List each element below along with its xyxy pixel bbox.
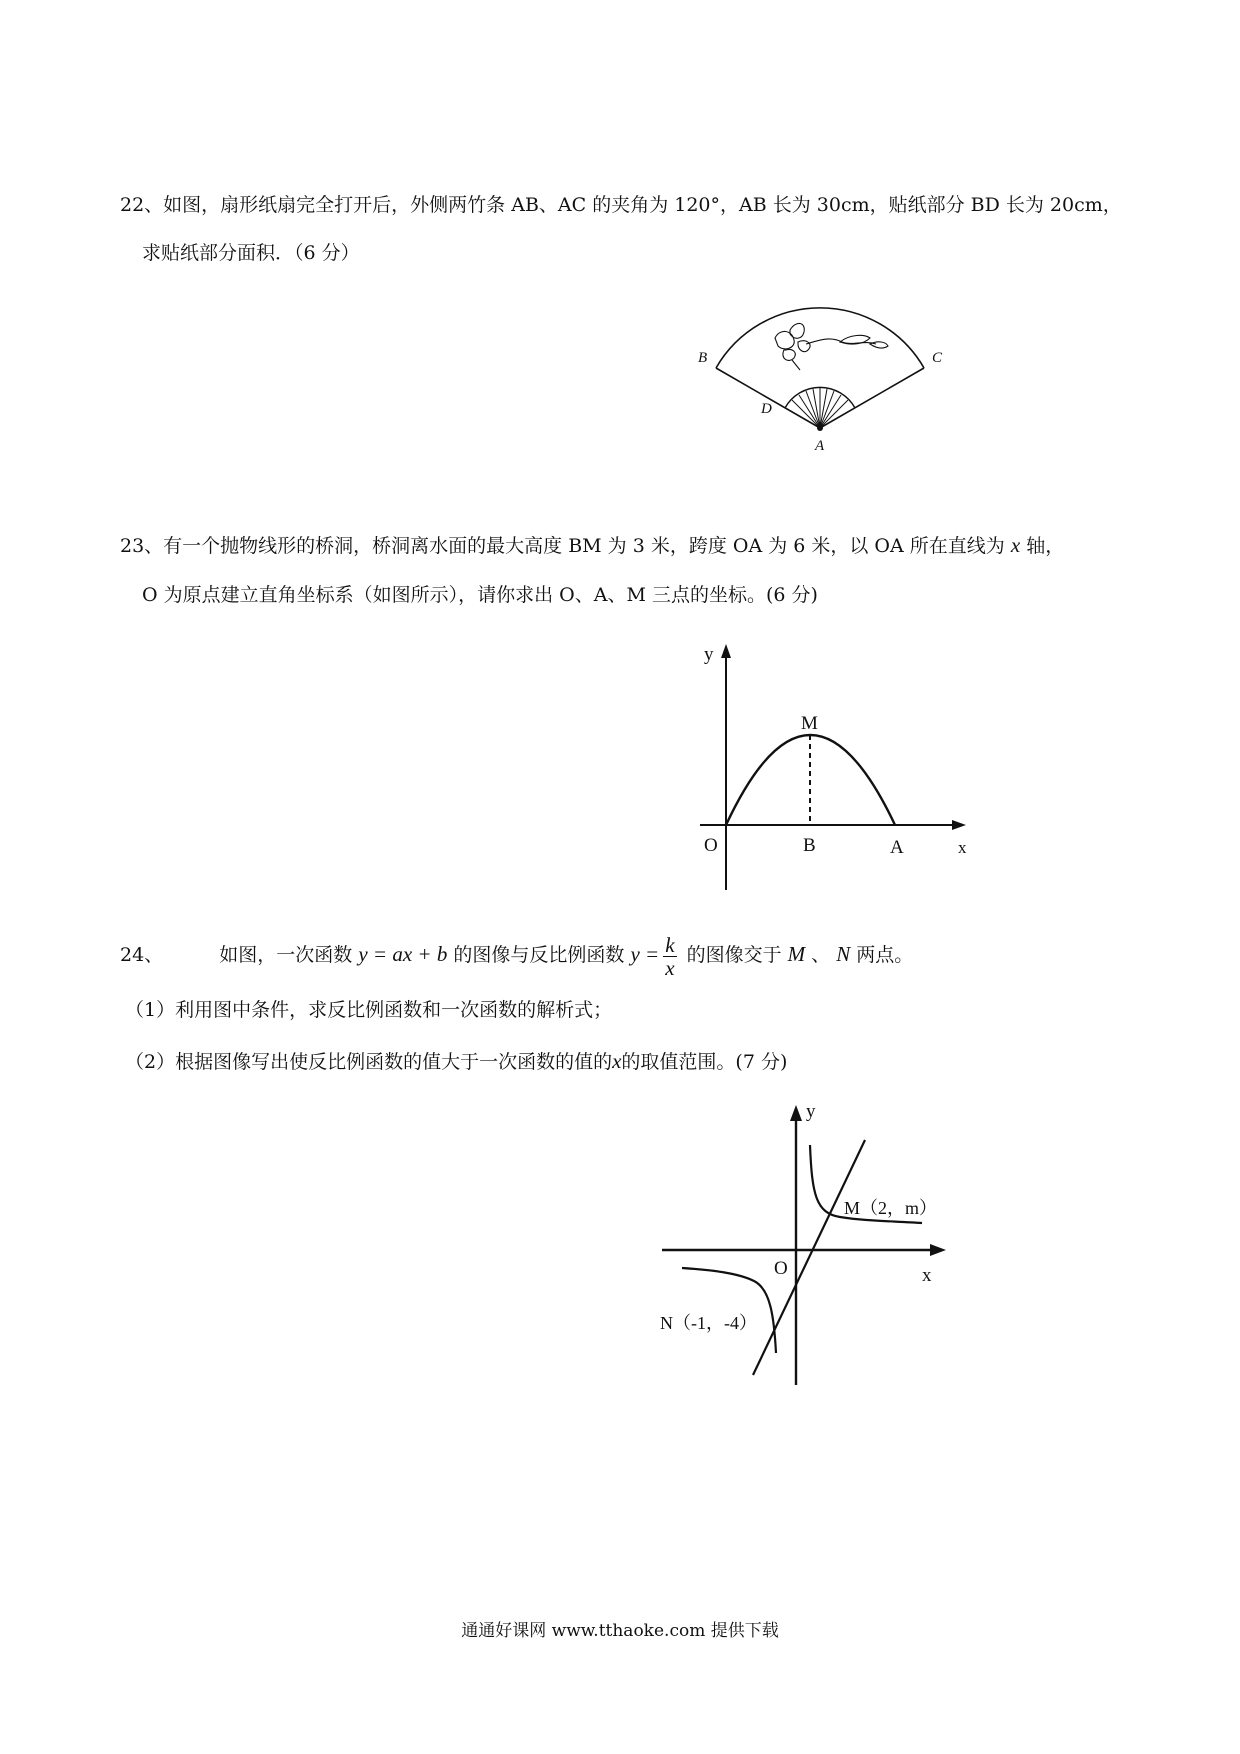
q23-var-x: x xyxy=(1010,533,1021,557)
q24-part2-text: （2）根据图像写出使反比例函数的值大于一次函数的值的 xyxy=(125,1051,613,1073)
q24-part2-var-x: x xyxy=(612,1049,622,1073)
parabola-label-o: O xyxy=(704,835,718,856)
q24-frac-num: k xyxy=(665,932,675,957)
hyperbola-label-n: N（-1，-4） xyxy=(660,1313,757,1333)
q24-prefix: 24、 xyxy=(120,944,164,966)
hyperbola-label-y: y xyxy=(806,1101,816,1122)
fan-label-d: D xyxy=(761,401,772,417)
q24-sep: 、 xyxy=(811,944,831,966)
flower-decoration xyxy=(775,323,888,370)
q24-part1: （1）利用图中条件，求反比例函数和一次函数的解析式； xyxy=(125,999,613,1021)
fan-figure xyxy=(680,300,960,460)
hyperbola-label-o: O xyxy=(774,1258,788,1279)
parabola-label-m: M xyxy=(801,713,818,734)
parabola-figure xyxy=(690,640,990,900)
q23-line1-text: 23、有一个抛物线形的桥洞，桥洞离水面的最大高度 BM 为 3 米，跨度 OA 为 6 米，以 OA 所在直线为 xyxy=(120,535,1005,557)
q23-line2: O 为原点建立直角坐标系（如图所示），请你求出 O、A、M 三点的坐标。(6 分) xyxy=(142,584,818,606)
q24-text-a: 如图，一次函数 xyxy=(219,944,353,966)
q24-line1 xyxy=(120,932,913,979)
q24-point-m: M xyxy=(787,942,806,966)
q23-line1-tail: 轴， xyxy=(1026,535,1065,557)
q24-point-n: N xyxy=(836,942,851,966)
q24-frac-den: x xyxy=(665,955,675,980)
parabola-label-b: B xyxy=(803,835,816,856)
hyperbola-label-m: M（2，m） xyxy=(844,1198,938,1218)
q24-text-c: 的图像交于 xyxy=(686,944,782,966)
linear-line xyxy=(753,1140,865,1375)
q22-line1: 22、如图，扇形纸扇完全打开后，外侧两竹条 AB、AC 的夹角为 120°，AB 长为 30cm，贴纸部分 BD 长为 20cm， xyxy=(120,194,1122,216)
q23-line1 xyxy=(120,532,1064,559)
fan-label-c: C xyxy=(932,350,943,366)
q24-part2 xyxy=(125,1048,787,1075)
q22-line2: 求贴纸部分面积．（6 分） xyxy=(142,242,360,264)
q24-fraction xyxy=(663,934,676,979)
page-footer: 通通好课网 www.tthaoke.com 提供下载 xyxy=(461,1621,779,1641)
q24-formula-y: y = xyxy=(630,942,660,966)
q24-text-b: 的图像与反比例函数 xyxy=(453,944,625,966)
parabola-label-x: x xyxy=(958,838,967,857)
parabola-label-a: A xyxy=(890,837,904,858)
q24-part2-tail: 的取值范围。(7 分) xyxy=(621,1051,788,1073)
hyperbola-branch-q3 xyxy=(682,1268,776,1353)
hyperbola-label-x: x xyxy=(922,1265,932,1286)
fan-label-a: A xyxy=(815,438,825,454)
pivot-point xyxy=(817,425,823,431)
hyperbola-figure xyxy=(650,1095,980,1395)
q24-formula-linear: y = ax + b xyxy=(358,942,448,966)
q24-text-d: 两点。 xyxy=(856,944,914,966)
fan-label-b: B xyxy=(698,350,708,366)
parabola-label-y: y xyxy=(704,644,714,665)
